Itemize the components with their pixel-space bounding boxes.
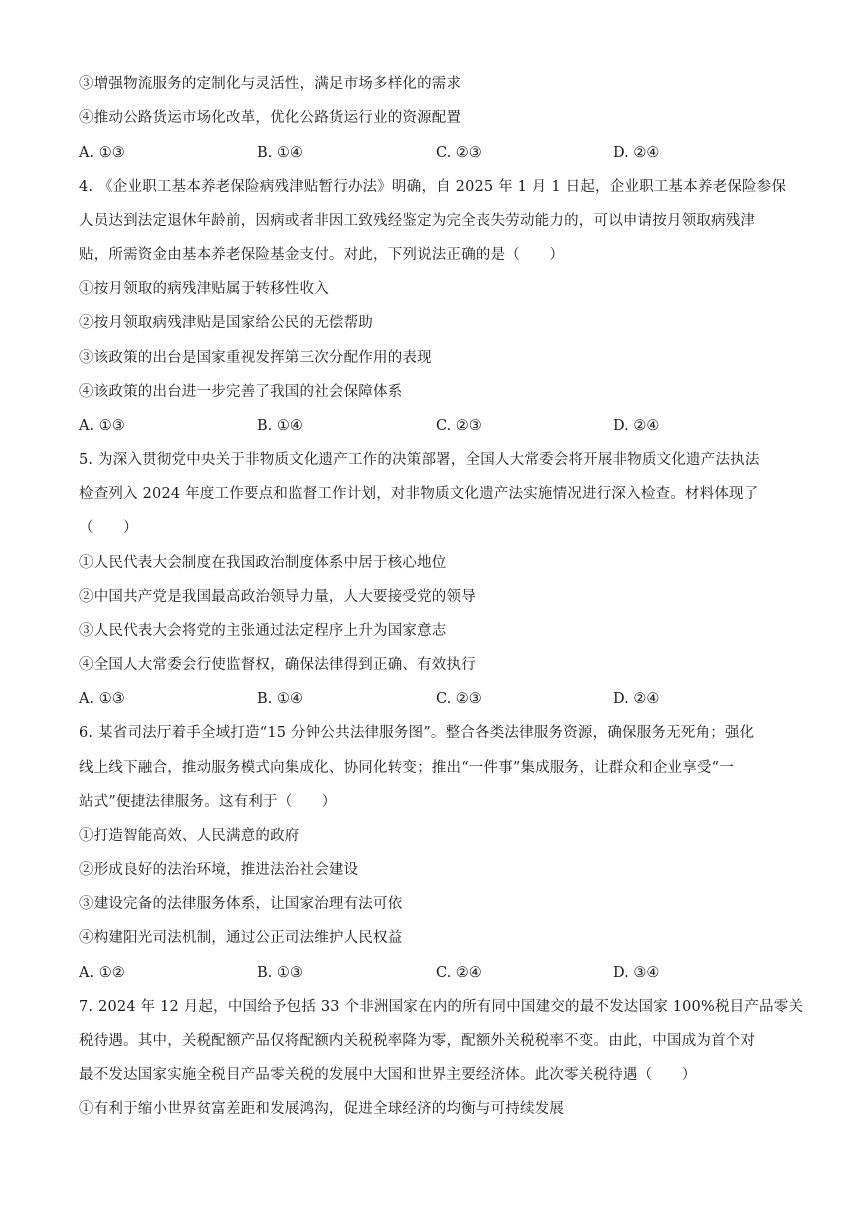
q3-option-a[interactable]: A. ①③ [79, 145, 125, 161]
q6-statement-4: ④构建阳光司法机制，通过公正司法维护人民权益 [79, 930, 403, 946]
q6-option-d[interactable]: D. ③④ [613, 965, 660, 981]
q6-option-b[interactable]: B. ①③ [257, 965, 303, 981]
q4-option-d[interactable]: D. ②④ [613, 418, 660, 434]
q4-stem-line-1: 4. 《企业职工基本养老保险病残津贴暂行办法》明确，自 2025 年 1 月 1 日起，企业职工基本养老保险参保 [79, 179, 787, 195]
q5-stem-line-3: （ ） [79, 520, 138, 536]
q4-options [79, 416, 799, 436]
q4-statement-1: ①按月领取的病残津贴属于转移性收入 [79, 281, 329, 297]
q3-option-b[interactable]: B. ①④ [257, 145, 303, 161]
q7-statement-1: ①有利于缩小世界贫富差距和发展鸿沟，促进全球经济的均衡与可持续发展 [79, 1101, 565, 1117]
q5-statement-4: ④全国人大常委会行使监督权，确保法律得到正确、有效执行 [79, 657, 476, 673]
q4-option-b[interactable]: B. ①④ [257, 418, 303, 434]
q6-statement-2: ②形成良好的法治环境，推进法治社会建设 [79, 862, 359, 878]
q4-option-a[interactable]: A. ①③ [79, 418, 125, 434]
q6-statement-1: ①打造智能高效、人民满意的政府 [79, 828, 300, 844]
q6-stem-line-2: 线上线下融合，推动服务模式向集成化、协同化转变；推出“一件事”集成服务，让群众和企业享受“一 [79, 760, 734, 776]
q4-stem-line-3: 贴，所需资金由基本养老保险基金支付。对此，下列说法正确的是（ ） [79, 247, 565, 263]
q3-option-c[interactable]: C. ②③ [436, 145, 482, 161]
q6-stem-line-1: 6. 某省司法厅着手全域打造“15 分钟公共法律服务图”。整合各类法律服务资源，确保服务无死角；强化 [79, 725, 755, 741]
q4-stem-line-2: 人员达到法定退休年龄前，因病或者非因工致残经鉴定为完全丧失劳动能力的，可以申请按月领取病残津 [79, 213, 756, 229]
q7-stem-line-2: 税待遇。其中，关税配额产品仅将配额内关税税率降为零，配额外关税税率不变。由此，中国成为首个对 [79, 1033, 756, 1049]
q5-statement-3: ③人民代表大会将党的主张通过法定程序上升为国家意志 [79, 623, 447, 639]
q7-stem-line-1: 7. 2024 年 12 月起，中国给予包括 33 个非洲国家在内的所有同中国建交的最不发达国家 100%税目产品零关 [79, 999, 804, 1015]
q5-stem-line-2: 检查列入 2024 年度工作要点和监督工作计划，对非物质文化遗产法实施情况进行深入检查。材料体现了 [79, 486, 759, 502]
q6-option-a[interactable]: A. ①② [79, 965, 125, 981]
q4-statement-4: ④该政策的出台进一步完善了我国的社会保障体系 [79, 384, 403, 400]
q4-option-c[interactable]: C. ②③ [436, 418, 482, 434]
q5-option-b[interactable]: B. ①④ [257, 691, 303, 707]
q5-option-d[interactable]: D. ②④ [613, 691, 660, 707]
q6-options [79, 963, 799, 983]
q5-statement-1: ①人民代表大会制度在我国政治制度体系中居于核心地位 [79, 555, 447, 571]
q5-statement-2: ②中国共产党是我国最高政治领导力量，人大要接受党的领导 [79, 589, 476, 605]
q4-statement-3: ③该政策的出台是国家重视发挥第三次分配作用的表现 [79, 350, 432, 366]
q3-statement-3: ③增强物流服务的定制化与灵活性，满足市场多样化的需求 [79, 76, 462, 92]
q4-statement-2: ②按月领取病残津贴是国家给公民的无偿帮助 [79, 315, 373, 331]
q3-statement-4: ④推动公路货运市场化改革，优化公路货运行业的资源配置 [79, 110, 462, 126]
q5-option-c[interactable]: C. ②③ [436, 691, 482, 707]
q6-option-c[interactable]: C. ②④ [436, 965, 482, 981]
q5-stem-line-1: 5. 为深入贯彻党中央关于非物质文化遗产工作的决策部署，全国人大常委会将开展非物质文化遗产法执法 [79, 452, 760, 468]
q5-option-a[interactable]: A. ①③ [79, 691, 125, 707]
q3-option-d[interactable]: D. ②④ [613, 145, 660, 161]
q7-stem-line-3: 最不发达国家实施全税目产品零关税的发展中大国和世界主要经济体。此次零关税待遇（ ） [79, 1067, 697, 1083]
q3-options [79, 143, 799, 163]
q6-statement-3: ③建设完备的法律服务体系，让国家治理有法可依 [79, 896, 403, 912]
q6-stem-line-3: 站式”便捷法律服务。这有利于（ ） [79, 794, 337, 810]
q5-options [79, 689, 799, 709]
